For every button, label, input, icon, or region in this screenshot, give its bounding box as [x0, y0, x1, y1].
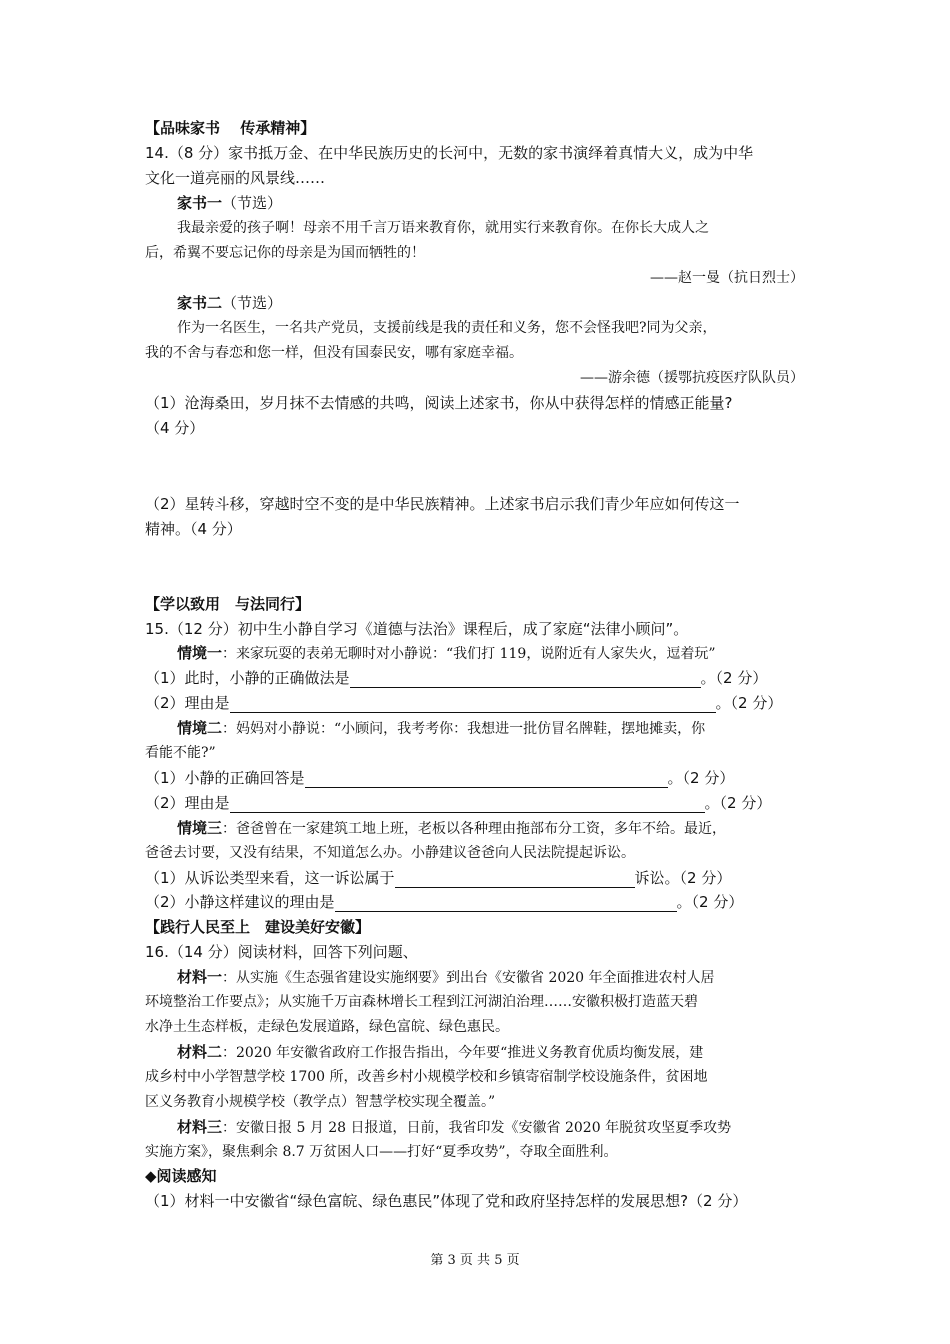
scenario3-q2-prefix: （2）小静这样建议的理由是: [145, 893, 335, 911]
material2-line3: 区义务教育小规模学校（教学点）智慧学校实现全覆盖。”: [145, 1094, 496, 1110]
material1-line3: 水净土生态样板，走绿色发展道路，绿色富皖、绿色惠民。: [145, 1019, 509, 1035]
material1-line2: 环境整治工作要点》；从实施千万亩森林增长工程到江河湖泊治理……安徽积极打造蓝天碧: [145, 994, 698, 1010]
letter2-title: 家书二: [177, 294, 223, 312]
scenario2-q2-answer-blank[interactable]: [230, 797, 705, 813]
scenario2-text: ：妈妈对小静说：“小顾问，我考考你：我想进一批仿冒名牌鞋，摆地摊卖，你: [222, 721, 706, 737]
scenario3-q1: [145, 868, 731, 888]
scenario3: [177, 818, 726, 839]
scenario2-q1-prefix: （1）小静的正确回答是: [145, 769, 305, 787]
scenario1-q2-prefix: （2）理由是: [145, 694, 230, 712]
q15-stem: 15.（12 分）初中生小静自学习《道德与法治》课程后，成了家庭“法律小顾问”。: [145, 620, 689, 638]
letter1-line1: 我最亲爱的孩子啊！母亲不用千言万语来教育你，就用实行来教育你。在你长大成人之: [177, 220, 709, 236]
scenario1-q1-answer-blank[interactable]: [350, 672, 701, 688]
material3-label: 材料三: [177, 1118, 223, 1136]
reading-perception-heading: ◆阅读感知: [145, 1167, 217, 1185]
q14-sub2-line1: （2）星转斗移，穿越时空不变的是中华民族精神。上述家书启示我们青少年应如何传这一: [145, 495, 740, 513]
scenario3-text2: 爸爸去讨要，又没有结果，不知道怎么办。小静建议爸爸向人民法院提起诉讼。: [145, 845, 635, 861]
scenario1-text: ：来家玩耍的表弟无聊时对小静说：“我们打 119，说附近有人家失火，逗着玩”: [222, 646, 716, 662]
scenario3-q2-suffix: 。（2 分）: [676, 893, 744, 911]
scenario1-q1: [145, 668, 767, 688]
q14-sub1-line1: （1）沧海桑田，岁月抹不去情感的共鸣，阅读上述家书，你从中获得怎样的情感正能量?: [145, 394, 733, 412]
material3-line2: 实施方案》，聚焦剩余 8.7 万贫困人口——打好“夏季攻势”，夺取全面胜利。: [145, 1144, 618, 1160]
material2-line2: 成乡村中小学智慧学校 1700 所，改善乡村小规模学校和乡镇寄宿制学校设施条件，贫困地: [145, 1069, 708, 1085]
scenario2-text2: 看能不能?”: [145, 745, 216, 761]
letter2-line1: 作为一名医生，一名共产党员，支援前线是我的责任和义务，您不会怪我吧?同为父亲，: [177, 320, 717, 336]
q16-sub1: （1）材料一中安徽省“绿色富皖、绿色惠民”体现了党和政府坚持怎样的发展思想?（2 分）: [145, 1192, 748, 1210]
scenario3-q1-answer-blank[interactable]: [395, 872, 635, 888]
scenario3-q2-answer-blank[interactable]: [335, 896, 677, 912]
scenario1-q2-answer-blank[interactable]: [230, 697, 716, 713]
scenario2-q1-answer-blank[interactable]: [305, 772, 668, 788]
q16-stem: 16.（14 分）阅读材料，回答下列问题、: [145, 943, 418, 961]
scenario1-q2-suffix: 。（2 分）: [715, 694, 783, 712]
scenario2-q2-prefix: （2）理由是: [145, 794, 230, 812]
material3: [177, 1117, 731, 1138]
letter2-title-line: [177, 293, 282, 313]
scenario1-q1-prefix: （1）此时，小静的正确做法是: [145, 669, 350, 687]
scenario2: [177, 718, 705, 739]
material1-label: 材料一: [177, 968, 223, 986]
letter2-line2: 我的不舍与春恋和您一样，但没有国泰民安，哪有家庭幸福。: [145, 345, 523, 361]
letter2-note: （节选）: [222, 294, 283, 312]
letter1-line2: 后，希翼不要忘记你的母亲是为国而牺牲的！: [145, 245, 425, 261]
q14-stem-line1: 14.（8 分）家书抵万金、在中华民族历史的长河中，无数的家书演绎着真情大义，成为中华: [145, 144, 754, 162]
letter2-signature: ——游余德（援鄂抗疫医疗队队员）: [580, 370, 804, 386]
letter1-note: （节选）: [222, 194, 283, 212]
material2: [177, 1042, 703, 1063]
material1-line1: ：从实施《生态强省建设实施纲要》到出台《安徽省 2020 年全面推进农村人居: [222, 970, 715, 986]
scenario2-label: 情境二: [177, 719, 223, 737]
scenario3-text: ：爸爸曾在一家建筑工地上班，老板以各种理由拖部布分工资，多年不给。最近，: [222, 821, 727, 837]
scenario3-q2: [145, 892, 743, 912]
scenario2-q1-suffix: 。（2 分）: [667, 769, 735, 787]
material2-line1: ：2020 年安徽省政府工作报告指出，今年要“推进义务教育优质均衡发展，建: [222, 1045, 704, 1061]
letter1-title: 家书一: [177, 194, 223, 212]
scenario1: [177, 643, 716, 664]
scenario3-q1-suffix: 诉讼。（2 分）: [634, 869, 732, 887]
scenario2-q1: [145, 768, 734, 788]
scenario1-label: 情境一: [177, 644, 223, 662]
scenario3-q1-prefix: （1）从诉讼类型来看，这一诉讼属于: [145, 869, 395, 887]
material1: [177, 967, 715, 988]
q14-stem-line2: 文化一道亮丽的风景线……: [145, 169, 326, 187]
page-number: 第 3 页 共 5 页: [430, 1253, 520, 1268]
section-heading-3: 【践行人民至上 建设美好安徽】: [145, 918, 371, 936]
q14-sub1-line2: （4 分）: [145, 419, 205, 437]
letter1-signature: ——赵一曼（抗日烈士）: [650, 270, 804, 286]
q14-sub2-line2: 精神。（4 分）: [145, 520, 242, 538]
letter1-title-line: [177, 193, 282, 213]
material3-line1: ：安徽日报 5 月 28 日报道，日前，我省印发《安徽省 2020 年脱贫攻坚夏季攻势: [222, 1120, 732, 1136]
section-heading-1: 【品味家书 传承精神】: [145, 119, 316, 137]
scenario3-label: 情境三: [177, 819, 223, 837]
scenario1-q1-suffix: 。（2 分）: [700, 669, 768, 687]
material2-label: 材料二: [177, 1043, 223, 1061]
scenario2-q2-suffix: 。（2 分）: [704, 794, 772, 812]
section-heading-2: 【学以致用 与法同行】: [145, 595, 311, 613]
scenario1-q2: [145, 693, 782, 713]
scenario2-q2: [145, 793, 771, 813]
